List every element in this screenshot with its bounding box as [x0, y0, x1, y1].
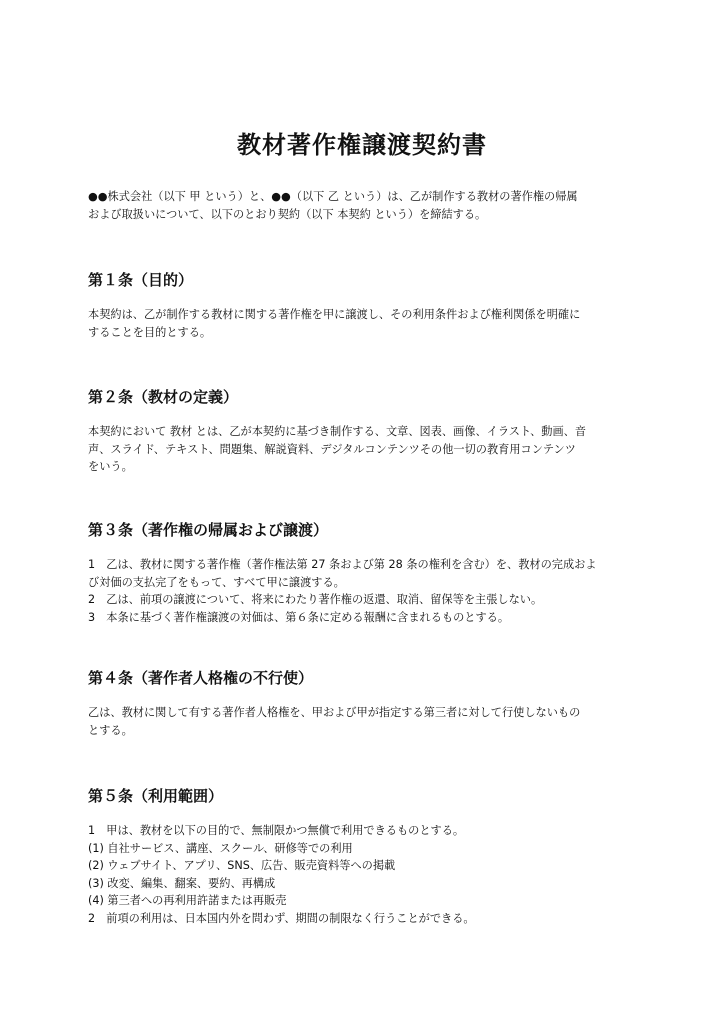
- article-3: [88, 520, 648, 626]
- article-heading: 第３条（著作権の帰属および譲渡）: [88, 521, 329, 539]
- article-line: 3 本条に基づく著作権譲渡の対価は、第６条に定める報酬に含まれるものとする。: [88, 610, 510, 624]
- article-line: 1 乙は、教材に関する著作権（著作権法第 27 条および第 28 条の権利を含む）を、教材の完成およ: [88, 558, 597, 571]
- article-5: [88, 786, 648, 927]
- article-line: (4) 第三者への再利用許諾または再販売: [88, 894, 287, 907]
- article-2: [88, 387, 648, 476]
- article-line: (3) 改変、編集、翻案、要約、再構成: [88, 876, 276, 890]
- document-title: 教材著作権譲渡契約書: [237, 131, 487, 160]
- article-heading: 第４条（著作者人格権の不行使）: [88, 669, 314, 687]
- article-line: 本契約において 教材 とは、乙が本契約に基づき制作する、文章、図表、画像、イラスト、動画、音: [88, 425, 587, 438]
- article-heading: 第１条（目的）: [88, 271, 194, 289]
- article-heading: 第２条（教材の定義）: [88, 388, 239, 406]
- article-line: 1 甲は、教材を以下の目的で、無制限かつ無償で利用できるものとする。: [88, 824, 465, 837]
- preamble-line: および取扱いについて、以下のとおり契約（以下 本契約 という）を締結する。: [88, 207, 487, 221]
- article-line: (2) ウェブサイト、アプリ、SNS、広告、販売資料等への掲載: [88, 859, 396, 872]
- article-line: することを目的とする。: [88, 325, 212, 339]
- article-line: び対価の支払完了をもって、すべて甲に譲渡する。: [88, 575, 345, 589]
- article-line: とする。: [88, 723, 133, 737]
- preamble-line: ●●株式会社（以下 甲 という）と、●●（以下 乙 という）は、乙が制作する教材の著作権の帰属: [88, 190, 578, 203]
- article-4: [88, 668, 648, 739]
- article-line: 乙は、教材に関して有する著作者人格権を、甲および甲が指定する第三者に対して行使しないもの: [88, 706, 581, 719]
- article-line: 本契約は、乙が制作する教材に関する著作権を甲に譲渡し、その利用条件および権利関係を明確に: [88, 308, 581, 321]
- article-line: (1) 自社サービス、講座、スクール、研修等での利用: [88, 841, 353, 855]
- article-line: 2 前項の利用は、日本国内外を問わず、期間の制限なく行うことができる。: [88, 911, 475, 925]
- preamble: [88, 188, 648, 223]
- article-line: 2 乙は、前項の譲渡について、将来にわたり著作権の返還、取消、留保等を主張しない。: [88, 593, 543, 606]
- article-line: をいう。: [88, 460, 133, 473]
- article-heading: 第５条（利用範囲）: [88, 787, 224, 805]
- article-line: 声、スライド、テキスト、問題集、解説資料、デジタルコンテンツその他一切の教育用コンテンツ: [88, 442, 576, 456]
- article-1: [88, 270, 648, 341]
